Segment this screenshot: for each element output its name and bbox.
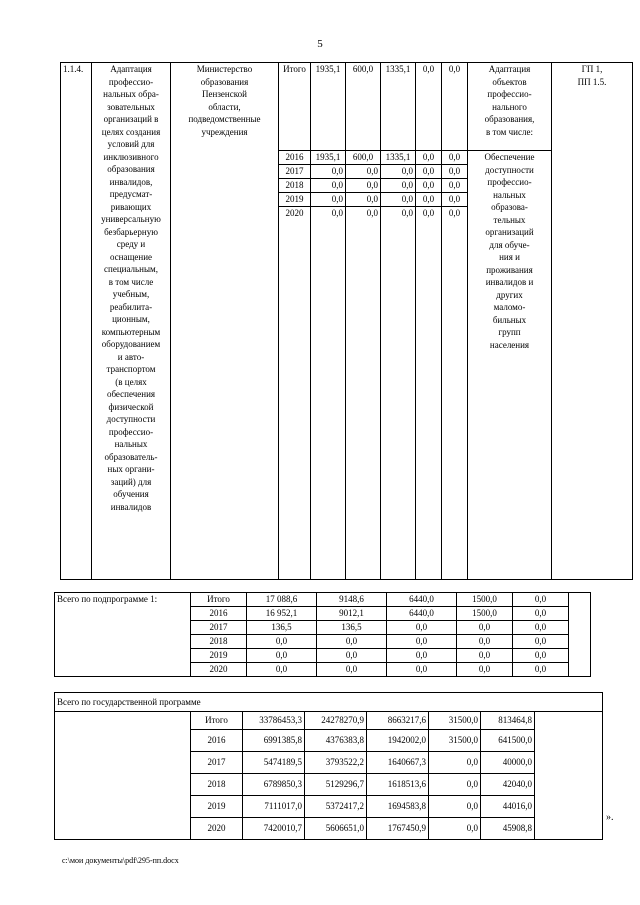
t1-r0-ext: 0,0 (442, 63, 468, 151)
t1-r5-loc: 0,0 (416, 206, 442, 579)
t1-r1-total: 1935,1 (311, 151, 346, 165)
t2-empty (569, 593, 591, 677)
subprogram-total-table (54, 592, 591, 677)
t1-r1-loc: 0,0 (416, 151, 442, 165)
t1-r3-total: 0,0 (311, 178, 346, 192)
t1-r1-ext: 0,0 (442, 151, 468, 165)
indicator-bottom: Обеспечение доступности профессио- нальных образова- тельных организаций для обуче- ния и проживания инвалидов и других маломо- бильных групп населения (468, 151, 552, 580)
t3-r5-total: 7420010,7 (243, 818, 305, 840)
t2-r0-reg: 6440,0 (387, 593, 457, 607)
page-number: 5 (317, 38, 323, 50)
t1-r4-year: 2019 (279, 192, 311, 206)
t1-r2-ext: 0,0 (442, 164, 468, 178)
t2-r1-year: 2016 (191, 607, 247, 621)
t3-r2-year: 2017 (191, 752, 243, 774)
t3-r5-loc: 0,0 (429, 818, 481, 840)
t3-r1-ext: 641500,0 (481, 730, 535, 752)
t3-r2-total: 5474189,5 (243, 752, 305, 774)
t2-r5-loc: 0,0 (457, 663, 513, 677)
t2-r0-fed: 9148,6 (317, 593, 387, 607)
program-total-table (54, 692, 603, 840)
t1-r5-fed: 0,0 (346, 206, 381, 579)
t2-r5-reg: 0,0 (387, 663, 457, 677)
t1-r4-loc: 0,0 (416, 192, 442, 206)
t2-r3-ext: 0,0 (513, 635, 569, 649)
t1-r0-total: 1935,1 (311, 63, 346, 151)
t1-r0-year: Итого (279, 63, 311, 151)
t3-r3-total: 6789850,3 (243, 774, 305, 796)
t3-r1-year: 2016 (191, 730, 243, 752)
t2-r0-year: Итого (191, 593, 247, 607)
t3-r4-ext: 44016,0 (481, 796, 535, 818)
t1-r4-reg: 0,0 (381, 192, 416, 206)
t2-r3-total: 0,0 (247, 635, 317, 649)
t1-r3-reg: 0,0 (381, 178, 416, 192)
t3-r4-loc: 0,0 (429, 796, 481, 818)
t3-r5-year: 2020 (191, 818, 243, 840)
t1-r5-total: 0,0 (311, 206, 346, 579)
t3-r1-total: 6991385,8 (243, 730, 305, 752)
t3-r5-reg: 1767450,9 (367, 818, 429, 840)
t1-r2-total: 0,0 (311, 164, 346, 178)
t3-r4-total: 7111017,0 (243, 796, 305, 818)
t1-r4-total: 0,0 (311, 192, 346, 206)
t1-r3-loc: 0,0 (416, 178, 442, 192)
t2-r1-total: 16 952,1 (247, 607, 317, 621)
t1-r1-fed: 600,0 (346, 151, 381, 165)
t3-r4-year: 2019 (191, 796, 243, 818)
t2-r5-ext: 0,0 (513, 663, 569, 677)
t3-r0-reg: 8663217,6 (367, 712, 429, 730)
t2-r0-ext: 0,0 (513, 593, 569, 607)
executor: Министерство образования Пензенской области, подведомственные учреждения (171, 63, 279, 580)
t3-r2-reg: 1640667,3 (367, 752, 429, 774)
t1-r2-fed: 0,0 (346, 164, 381, 178)
t3-r1-fed: 4376383,8 (305, 730, 367, 752)
t3-r3-loc: 0,0 (429, 774, 481, 796)
t3-r3-reg: 1618513,6 (367, 774, 429, 796)
t3-r0-total: 33786453,3 (243, 712, 305, 730)
t1-r4-ext: 0,0 (442, 192, 468, 206)
t1-r3-fed: 0,0 (346, 178, 381, 192)
t1-r2-reg: 0,0 (381, 164, 416, 178)
t2-r2-fed: 136,5 (317, 621, 387, 635)
program-link: ГП 1, ПП 1.5. (552, 63, 633, 580)
t1-r5-ext: 0,0 (442, 206, 468, 579)
t2-r4-fed: 0,0 (317, 649, 387, 663)
t3-r4-fed: 5372417,2 (305, 796, 367, 818)
closing-quote: ». (606, 812, 614, 823)
t2-r3-reg: 0,0 (387, 635, 457, 649)
t1-r2-loc: 0,0 (416, 164, 442, 178)
t1-r0-fed: 600,0 (346, 63, 381, 151)
t2-r5-fed: 0,0 (317, 663, 387, 677)
t3-r2-fed: 3793522,2 (305, 752, 367, 774)
t3-r5-fed: 5606651,0 (305, 818, 367, 840)
t1-r3-year: 2018 (279, 178, 311, 192)
t2-r2-reg: 0,0 (387, 621, 457, 635)
t2-r1-reg: 6440,0 (387, 607, 457, 621)
t1-r4-fed: 0,0 (346, 192, 381, 206)
t2-r4-year: 2019 (191, 649, 247, 663)
t1-r1-reg: 1335,1 (381, 151, 416, 165)
t2-r4-total: 0,0 (247, 649, 317, 663)
t2-r2-year: 2017 (191, 621, 247, 635)
t2-r0-total: 17 088,6 (247, 593, 317, 607)
measure-name: Адаптация профессио- нальных обра- зовательных организаций в целях создания условий для инклюзивного образования инвалидов, предусмат- ривающих универсальную безбарьерную среду и оснащение специальным, в том числе учебным, реабилита- ционным, компьютерным оборудованием и авто- транспортом (в целях обеспечения физической доступности профессио- нальных образователь- ных органи- заций) для обучения инвалидов (92, 63, 171, 580)
t1-r2-year: 2017 (279, 164, 311, 178)
subprogram-title: Всего по подпрограмме 1: (55, 593, 191, 677)
t3-r3-fed: 5129296,7 (305, 774, 367, 796)
t3-r4-reg: 1694583,8 (367, 796, 429, 818)
t2-r1-ext: 0,0 (513, 607, 569, 621)
t2-r1-fed: 9012,1 (317, 607, 387, 621)
t3-r0-fed: 24278270,9 (305, 712, 367, 730)
t3-r1-loc: 31500,0 (429, 730, 481, 752)
t1-r5-year: 2020 (279, 206, 311, 579)
t1-r3-ext: 0,0 (442, 178, 468, 192)
t3-empty-left (55, 712, 191, 840)
t2-r3-year: 2018 (191, 635, 247, 649)
program-total-title: Всего по государственной программе (55, 693, 603, 712)
t3-r5-ext: 45908,8 (481, 818, 535, 840)
t2-r2-total: 136,5 (247, 621, 317, 635)
t1-r5-reg: 0,0 (381, 206, 416, 579)
indicator-top: Адаптация объектов профессио- нального образования, в том числе: (468, 63, 552, 151)
t3-r2-ext: 40000,0 (481, 752, 535, 774)
t2-r5-year: 2020 (191, 663, 247, 677)
t3-r0-loc: 31500,0 (429, 712, 481, 730)
t2-r2-loc: 0,0 (457, 621, 513, 635)
t3-r2-loc: 0,0 (429, 752, 481, 774)
measure-id: 1.1.4. (61, 63, 92, 580)
t3-r1-reg: 1942002,0 (367, 730, 429, 752)
t2-r0-loc: 1500,0 (457, 593, 513, 607)
t1-r1-year: 2016 (279, 151, 311, 165)
t3-empty-right (535, 712, 603, 840)
t3-r0-ext: 813464,8 (481, 712, 535, 730)
t3-r3-year: 2018 (191, 774, 243, 796)
footer-file-path: c:\мои документы\pdf\295-пп.docx (62, 856, 179, 865)
t1-r0-loc: 0,0 (416, 63, 442, 151)
t2-r4-reg: 0,0 (387, 649, 457, 663)
t3-r0-year: Итого (191, 712, 243, 730)
t2-r3-fed: 0,0 (317, 635, 387, 649)
t2-r1-loc: 1500,0 (457, 607, 513, 621)
t3-r3-ext: 42040,0 (481, 774, 535, 796)
t2-r2-ext: 0,0 (513, 621, 569, 635)
t2-r3-loc: 0,0 (457, 635, 513, 649)
t2-r5-total: 0,0 (247, 663, 317, 677)
t2-r4-ext: 0,0 (513, 649, 569, 663)
t1-r0-reg: 1335,1 (381, 63, 416, 151)
t2-r4-loc: 0,0 (457, 649, 513, 663)
measure-table (60, 62, 633, 580)
